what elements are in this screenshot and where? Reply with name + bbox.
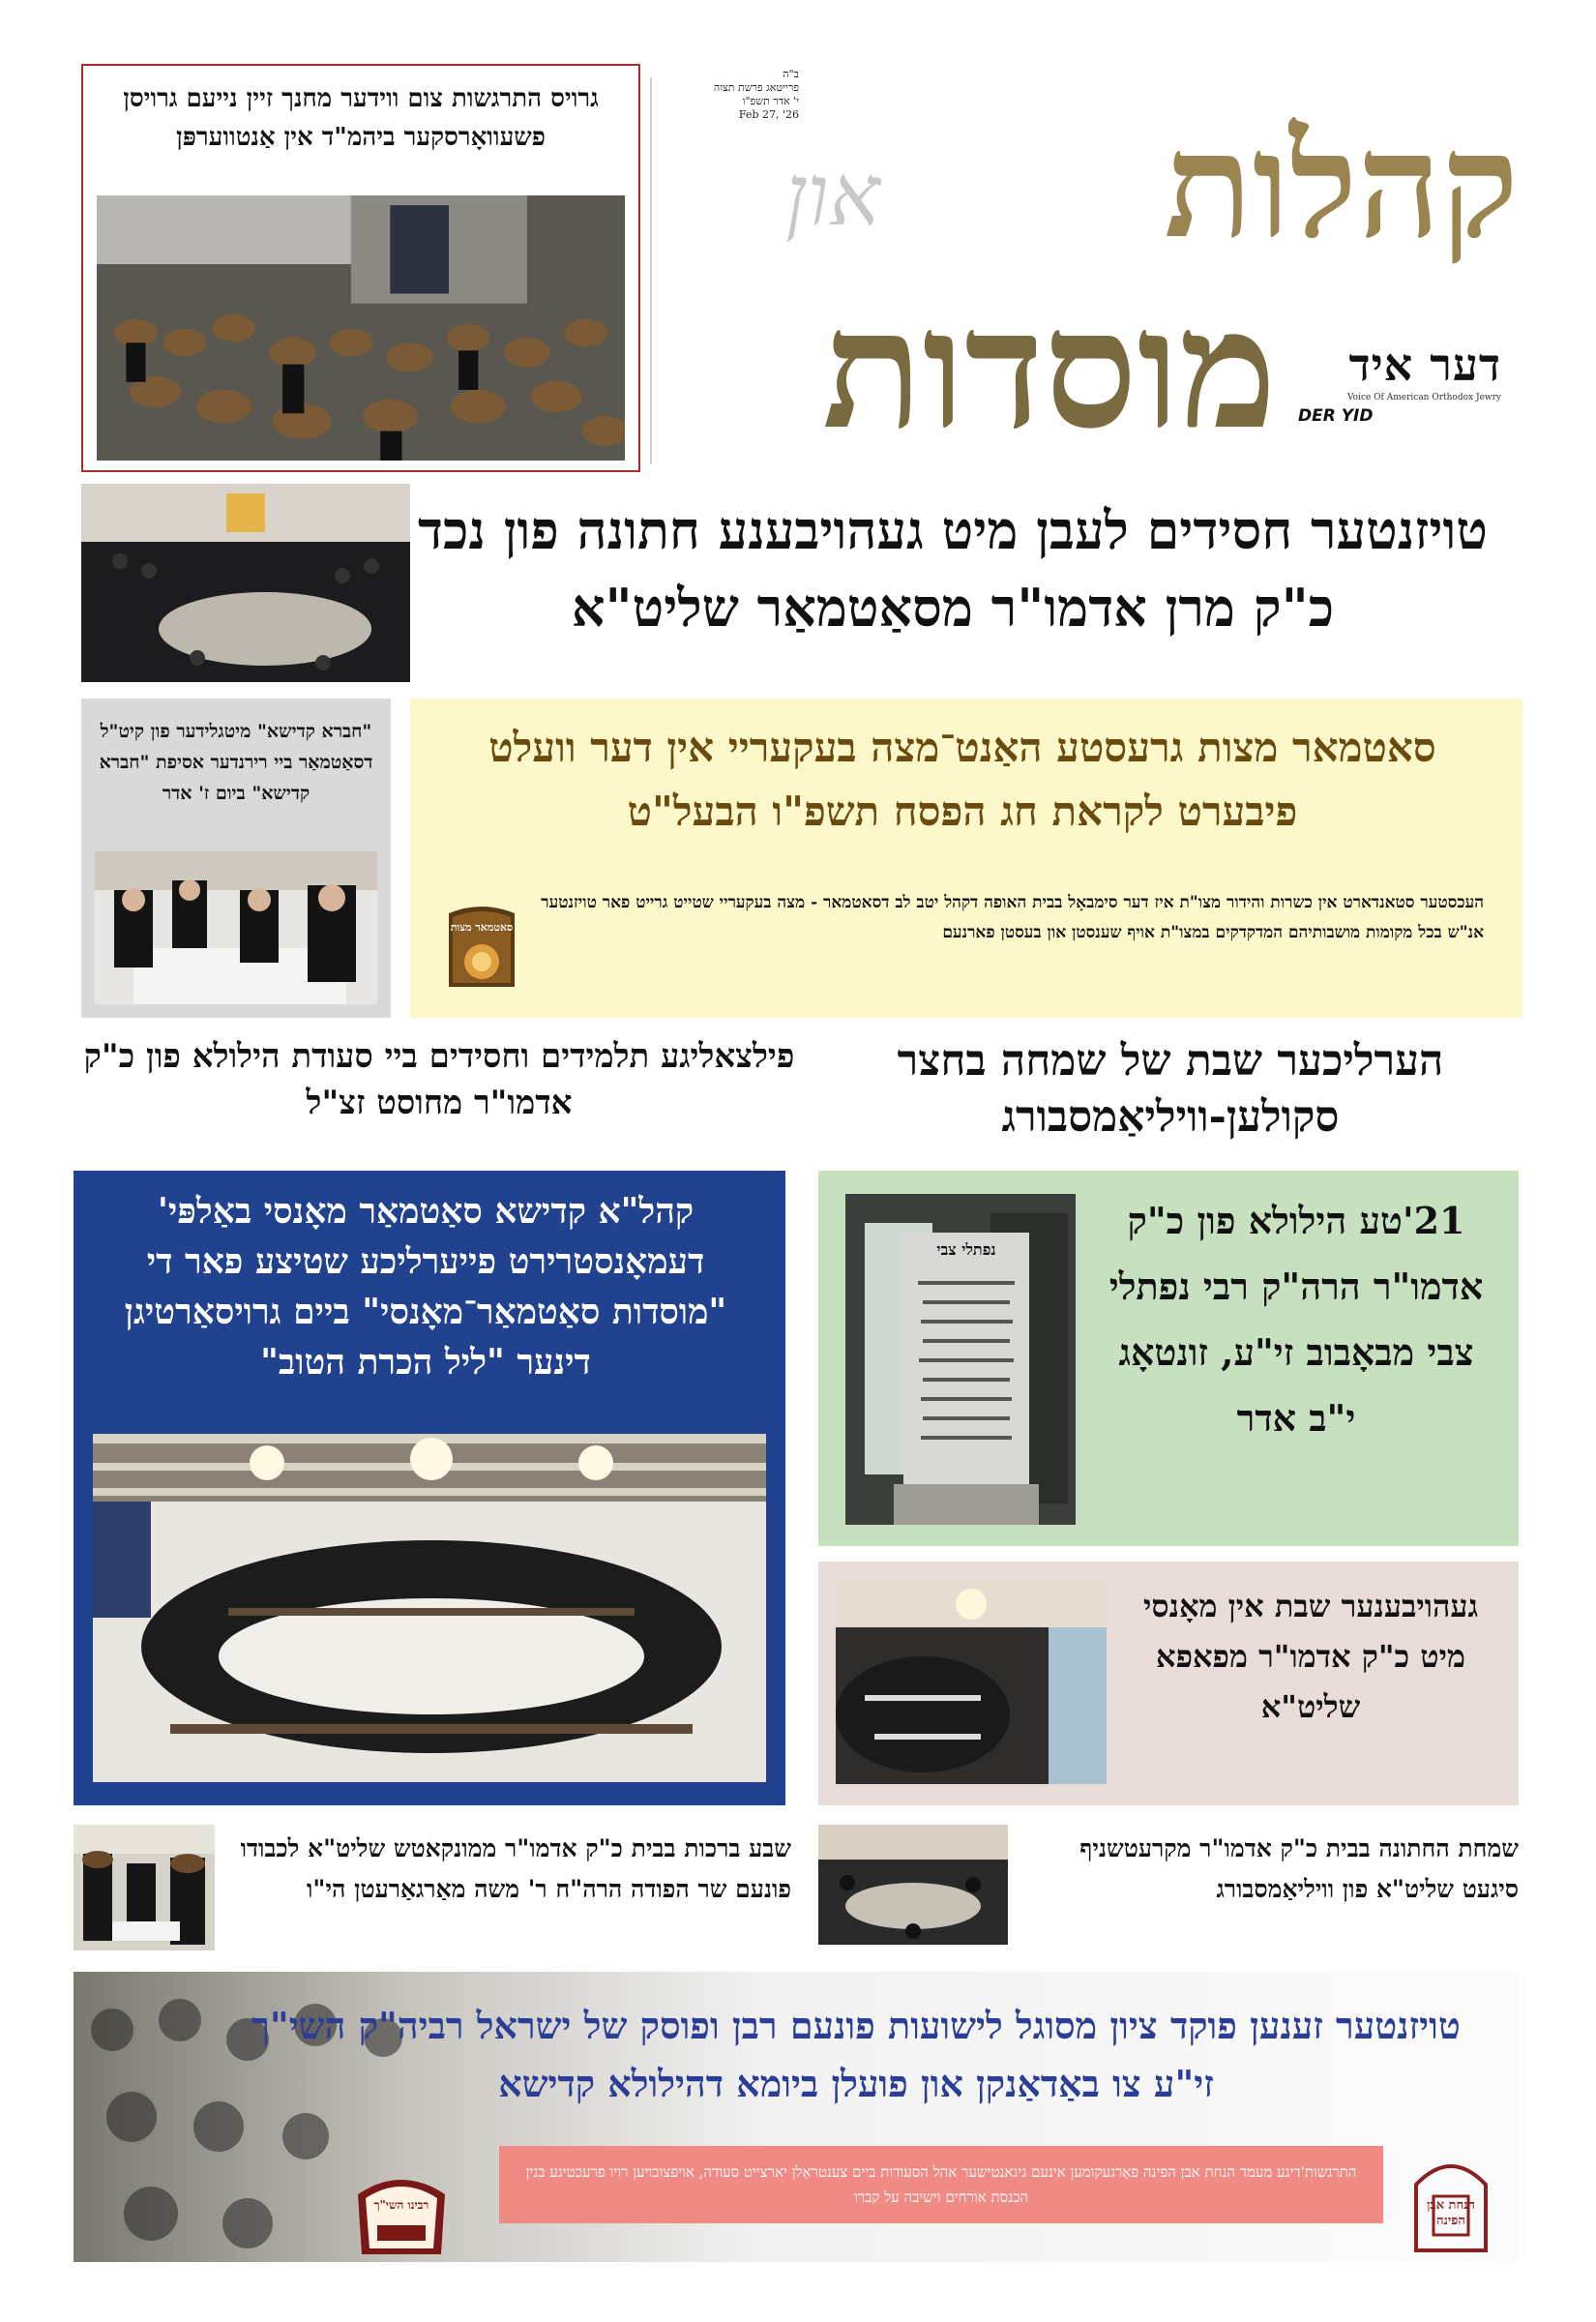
masthead-title-line-1: קהלות (1164, 101, 1519, 271)
chust-hilula-headline[interactable]: פילצאליגע תלמידים וחסידים ביי סעודת הילולא פון כ"ק אדמו"ר מחוסט זצ"ל (83, 1037, 795, 1122)
kretshnif-wedding-text[interactable]: שמחת החתונה בבית כ"ק אדמו"ר מקרעטשניף סיגעט שליט"א פון וויליאַמסבורג (1079, 1834, 1519, 1903)
date-line: פרייטאג פרשת תצוה (713, 81, 799, 94)
masthead-connector: און (785, 145, 880, 245)
date-line: י' אדר תשפ"ו (742, 95, 799, 107)
top-story-photo (97, 195, 625, 461)
tombstone-name: נפתלי צבי (936, 1240, 996, 1259)
shiach-seal-text: רבינו השי"ך (373, 2198, 429, 2212)
banner-red-caption: התרגשות'דיגע מעמד הנחת אבן הפינה פאָרגעקומען אינעם גיגאנטישער אהל הסעודות ביים צענטראַלן יארצייט סעודה, אויפצובויען רויו פרעכטיגע בנין הכנסת אורחים וישיבה על קברו (499, 2146, 1383, 2223)
bobov-hilula-headline: 21'טע הילולא פון כ"ק אדמו"ר הרה"ק רבי נפתלי צבי מבאָבוב זי"ע, זונטאָג י"ב אדר (1108, 1199, 1484, 1440)
masthead-divider (650, 77, 652, 464)
chevra-kadisha-text: "חברא קדישא" מיטגלידער פון קיט"ל דסאַטמאַר ביי רירנדער אסיפת "חברא קדישא" ביום ז' אדר (99, 721, 373, 804)
kretshnif-wedding-photo (818, 1825, 1008, 1945)
satmar-matzos-logo (445, 904, 518, 991)
bobov-hilula-box[interactable] (818, 1171, 1519, 1546)
munkacs-sheva-brachos-text[interactable]: שבע ברכות בבית כ"ק אדמו"ר ממונקאטש שליט"א לכבודו פונעם שר הפודה הרה"ח ר' משה מאַרגאַרעטן הי"ו (240, 1834, 791, 1903)
satmar-monsey-dinner-headline: קהל"א קדישא סאַטמאַר מאָנסי באַלפּי' דעמאָנסטרירט פייערליכע שטיצע פאר די "מוסדות סאַטמאַר־מאָנסי" ביים גרויסאַרטיגן דינער "ליל הכרת הטוב" (124, 1191, 727, 1383)
pupa-shabbos-photo (836, 1579, 1107, 1784)
der-yid-logo-english: DER YID (1298, 406, 1374, 426)
masthead-title-line-2: מוסדות (822, 273, 1277, 466)
skulen-shabbos-headline[interactable]: הערליכער שבת של שמחה בחצר סקולען-וויליאַמסבורג (897, 1036, 1444, 1142)
banner-headline: טויזנטער זענען פוקד ציון מסוגל לישועות פונעם רבן ופוסק של ישראל רביה"ק השי"ך זי"ע צו באַדאַנקן און פועלן ביומא דהילולא קדישא (251, 2004, 1461, 2105)
tosh-wedding-photo (81, 484, 410, 682)
satmar-monsey-dinner-photo (93, 1434, 766, 1782)
der-yid-logo[interactable] (1298, 339, 1501, 428)
chevra-kadisha-box[interactable] (81, 699, 391, 1018)
cornerstone-logo-text: הנחת אבן הפינה (1427, 2198, 1475, 2228)
satmar-matzos-logo-text: סאטמאר מצות (450, 921, 514, 934)
shiach-yahrzeit-banner[interactable] (74, 1972, 1519, 2262)
top-story-box[interactable] (81, 64, 640, 472)
date-line: Feb 27, '26 (738, 108, 799, 121)
top-story-headline: גרויס התרגשות צום ווידער מחנך זיין נייעם גרויסן פשעוואָרסקער ביהמ"ד אין אַנטווערפּן (123, 84, 599, 152)
der-yid-tagline: Voice Of American Orthodox Jewry (1346, 393, 1501, 402)
matzos-body: העכסטער סטאנדארט אין כשרות והידור מצו"ת איז דער סימבאָל בבית האופה דקהל יטב לב דסאטמאר - מצה בעקעריי שטייט גרייט פאר טויזנטער אנ"ש בכל מקומות מושבותיהם המדקדקים במצו"ת אויף שענסטן און בעסטן פארנעם (541, 893, 1484, 942)
cornerstone-logo (1410, 2146, 1492, 2252)
der-yid-logo-hebrew: דער איד (1348, 339, 1501, 391)
date-line: ב"ה (783, 68, 799, 80)
matzos-headline: סאטמאר מצות גרעסטע האַנט־מצה בעקעריי אין דער וועלט פיבערט לקראת חג הפסח תשפ"ו הבעל"ט (488, 724, 1436, 835)
matzos-box[interactable] (410, 699, 1522, 1018)
munkacs-sheva-brachos-photo (74, 1825, 215, 1950)
tosh-headline[interactable]: טויזנטער חסידים לעבן מיט געהויבענע חתונה פון נכד כ"ק מרן אדמו"ר מסאַטמאַר שליט"א (418, 499, 1488, 639)
satmar-monsey-dinner-box[interactable] (74, 1171, 785, 1805)
bobov-tombstone-photo (845, 1194, 1076, 1525)
pupa-shabbos-box[interactable] (818, 1562, 1519, 1805)
pupa-shabbos-headline: געהויבענער שבת אין מאָנסי מיט כ"ק אדמו"ר מפאפא שליט"א (1142, 1588, 1479, 1725)
shiach-seal-logo (348, 2165, 455, 2258)
chevra-kadisha-photo (95, 851, 377, 1004)
